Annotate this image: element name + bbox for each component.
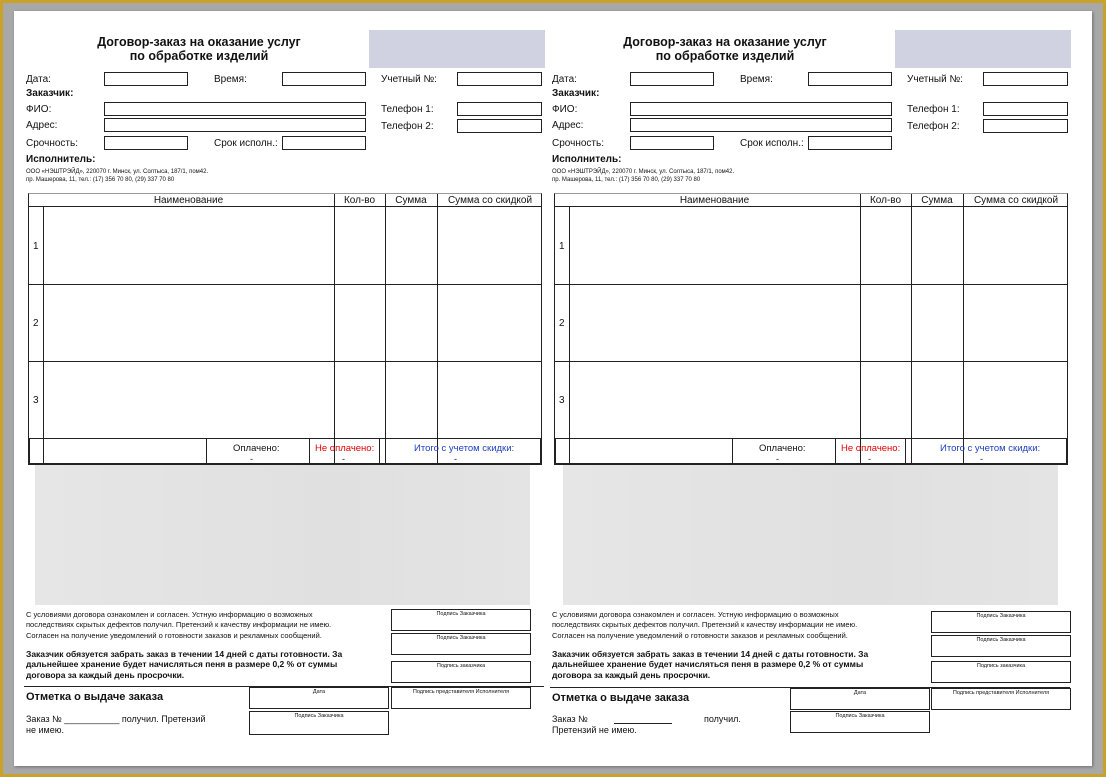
time-field[interactable] xyxy=(282,72,366,86)
terms-obligation: договора за каждый день просрочки. xyxy=(552,670,711,680)
col-name-header: Наименование xyxy=(153,195,224,206)
fio-label: ФИО: xyxy=(552,104,578,115)
contractor-contacts: пр. Машерова, 11, тел.: (17) 356 70 80, (29) 337 70 80 xyxy=(552,177,701,183)
phone1-label: Телефон 1: xyxy=(381,104,434,115)
phone2-field[interactable] xyxy=(457,119,542,133)
phone1-field[interactable] xyxy=(983,102,1068,116)
unpaid-value: - xyxy=(868,454,871,464)
issue-received-label: получил. xyxy=(704,714,741,724)
address-label: Адрес: xyxy=(552,120,584,131)
paid-label: Оплачено: xyxy=(233,443,280,454)
total-value: - xyxy=(980,454,983,464)
totals-row xyxy=(28,438,542,465)
col-qty-header: Кол-во xyxy=(343,195,376,206)
total-label: Итого с учетом скидки: xyxy=(414,443,515,454)
issue-date-field[interactable]: Дата xyxy=(249,687,389,709)
time-label: Время: xyxy=(214,74,247,85)
account-label: Учетный №: xyxy=(907,74,963,85)
issue-order-number-label: Заказ № xyxy=(552,714,588,724)
terms-obligation: Заказчик обязуется забрать заказ в течении 14 дней с даты готовности. За xyxy=(552,649,869,659)
phone2-field[interactable] xyxy=(983,119,1068,133)
issue-heading: Отметка о выдаче заказа xyxy=(552,692,690,704)
issue-no-claims: Претензий не имею. xyxy=(552,725,637,735)
contractor-heading: Исполнитель: xyxy=(26,154,96,165)
phone1-field[interactable] xyxy=(457,102,542,116)
customer-signature-3[interactable]: Подпись заказчика xyxy=(931,661,1071,683)
order-form-right xyxy=(550,11,1077,766)
deadline-label: Срок исполн.: xyxy=(740,138,804,149)
account-field[interactable] xyxy=(457,72,542,86)
col-sum-header: Сумма xyxy=(921,195,953,206)
customer-heading: Заказчик: xyxy=(26,88,74,99)
account-field[interactable] xyxy=(983,72,1068,86)
row-number: 1 xyxy=(33,241,39,252)
fio-field[interactable] xyxy=(630,102,892,116)
account-label: Учетный №: xyxy=(381,74,437,85)
deadline-field[interactable] xyxy=(282,136,366,150)
customer-signature-2[interactable]: Подпись Заказчика xyxy=(931,635,1071,657)
terms-line: С условиями договора ознакомлен и согласен. Устную информацию о возможных xyxy=(26,610,313,619)
terms-line: С условиями договора ознакомлен и согласен. Устную информацию о возможных xyxy=(552,610,839,619)
issue-no-claims: не имею. xyxy=(26,725,64,735)
row-number: 3 xyxy=(33,395,39,406)
col-sum-header: Сумма xyxy=(395,195,427,206)
row-number: 2 xyxy=(33,318,39,329)
phone1-label: Телефон 1: xyxy=(907,104,960,115)
col-discount-header: Сумма со скидкой xyxy=(973,195,1059,206)
contractor-contacts: пр. Машерова, 11, тел.: (17) 356 70 80, (29) 337 70 80 xyxy=(26,177,175,183)
customer-signature-4[interactable]: Подпись Заказчика xyxy=(790,711,930,733)
deadline-field[interactable] xyxy=(808,136,892,150)
contractor-heading: Исполнитель: xyxy=(552,154,622,165)
customer-signature-2[interactable]: Подпись Заказчика xyxy=(391,633,531,655)
date-field[interactable] xyxy=(630,72,714,86)
address-label: Адрес: xyxy=(26,120,58,131)
issue-receipt-text: Заказ № ___________ получил. Претензий xyxy=(26,714,206,724)
date-field[interactable] xyxy=(104,72,188,86)
row-number: 3 xyxy=(559,395,565,406)
company-logo-placeholder xyxy=(369,30,545,68)
issue-date-field[interactable]: Дата xyxy=(790,688,930,710)
customer-heading: Заказчик: xyxy=(552,88,600,99)
row-number: 1 xyxy=(559,241,565,252)
contractor-address: ООО «НЭШТРЭЙД», 220070 г. Минск, ул. Солтыса, 187/1, пом42. xyxy=(26,169,209,175)
contractor-signature[interactable]: Подпись представителя Исполнителя xyxy=(391,687,531,709)
blurred-region xyxy=(563,465,1058,605)
unpaid-label: Не оплачено: xyxy=(841,443,901,454)
urgency-field[interactable] xyxy=(630,136,714,150)
time-label: Время: xyxy=(740,74,773,85)
customer-signature-1[interactable]: Подпись Заказчика xyxy=(931,611,1071,633)
row-number: 2 xyxy=(559,318,565,329)
totals-row xyxy=(554,438,1068,465)
form-title: Договор-заказ на оказание услуг по обработке изделий xyxy=(97,35,301,63)
fio-label: ФИО: xyxy=(26,104,52,115)
blurred-region xyxy=(35,465,530,605)
address-field[interactable] xyxy=(630,118,892,132)
customer-signature-4[interactable]: Подпись Заказчика xyxy=(249,711,389,735)
total-label: Итого с учетом скидки: xyxy=(940,443,1041,454)
unpaid-value: - xyxy=(342,454,345,464)
customer-signature-1[interactable]: Подпись Заказчика xyxy=(391,609,531,631)
terms-obligation: дальнейшее хранение будет начисляться пеня в размере 0,2 % от суммы xyxy=(552,659,864,669)
terms-line: последствиях скрытых дефектов получил. Претензий к качеству информации не имею. xyxy=(26,620,332,629)
deadline-label: Срок исполн.: xyxy=(214,138,278,149)
terms-obligation: дальнейшее хранение будет начисляться пеня в размере 0,2 % от суммы xyxy=(26,659,338,669)
terms-line: последствиях скрытых дефектов получил. Претензий к качеству информации не имею. xyxy=(552,620,858,629)
issue-heading: Отметка о выдаче заказа xyxy=(26,691,164,703)
address-field[interactable] xyxy=(104,118,366,132)
urgency-label: Срочность: xyxy=(552,138,604,149)
form-title: Договор-заказ на оказание услуг по обработке изделий xyxy=(623,35,827,63)
col-name-header: Наименование xyxy=(679,195,750,206)
col-discount-header: Сумма со скидкой xyxy=(447,195,533,206)
terms-obligation: договора за каждый день просрочки. xyxy=(26,670,185,680)
urgency-label: Срочность: xyxy=(26,138,78,149)
paid-value: - xyxy=(776,454,779,464)
terms-line: Согласен на получение уведомлений о готовности заказов и рекламных сообщений. xyxy=(26,631,322,640)
date-label: Дата: xyxy=(26,74,51,85)
terms-line: Согласен на получение уведомлений о готовности заказов и рекламных сообщений. xyxy=(552,631,848,640)
items-table xyxy=(28,193,542,465)
paid-label: Оплачено: xyxy=(759,443,806,454)
company-logo-placeholder xyxy=(895,30,1071,68)
phone2-label: Телефон 2: xyxy=(381,121,434,132)
contractor-address: ООО «НЭШТРЭЙД», 220070 г. Минск, ул. Солтыса, 187/1, пом42. xyxy=(552,169,735,175)
fio-field[interactable] xyxy=(104,102,366,116)
document-page xyxy=(14,11,1092,766)
unpaid-label: Не оплачено: xyxy=(315,443,375,454)
customer-signature-3[interactable]: Подпись заказчика xyxy=(391,661,531,683)
terms-obligation: Заказчик обязуется забрать заказ в течении 14 дней с даты готовности. За xyxy=(26,649,343,659)
time-field[interactable] xyxy=(808,72,892,86)
order-number-line[interactable] xyxy=(614,723,672,724)
contractor-signature[interactable]: Подпись представителя Исполнителя xyxy=(931,688,1071,710)
phone2-label: Телефон 2: xyxy=(907,121,960,132)
items-table xyxy=(554,193,1068,465)
col-qty-header: Кол-во xyxy=(869,195,902,206)
date-label: Дата: xyxy=(552,74,577,85)
urgency-field[interactable] xyxy=(104,136,188,150)
order-form-left xyxy=(24,11,551,766)
total-value: - xyxy=(454,454,457,464)
paid-value: - xyxy=(250,454,253,464)
